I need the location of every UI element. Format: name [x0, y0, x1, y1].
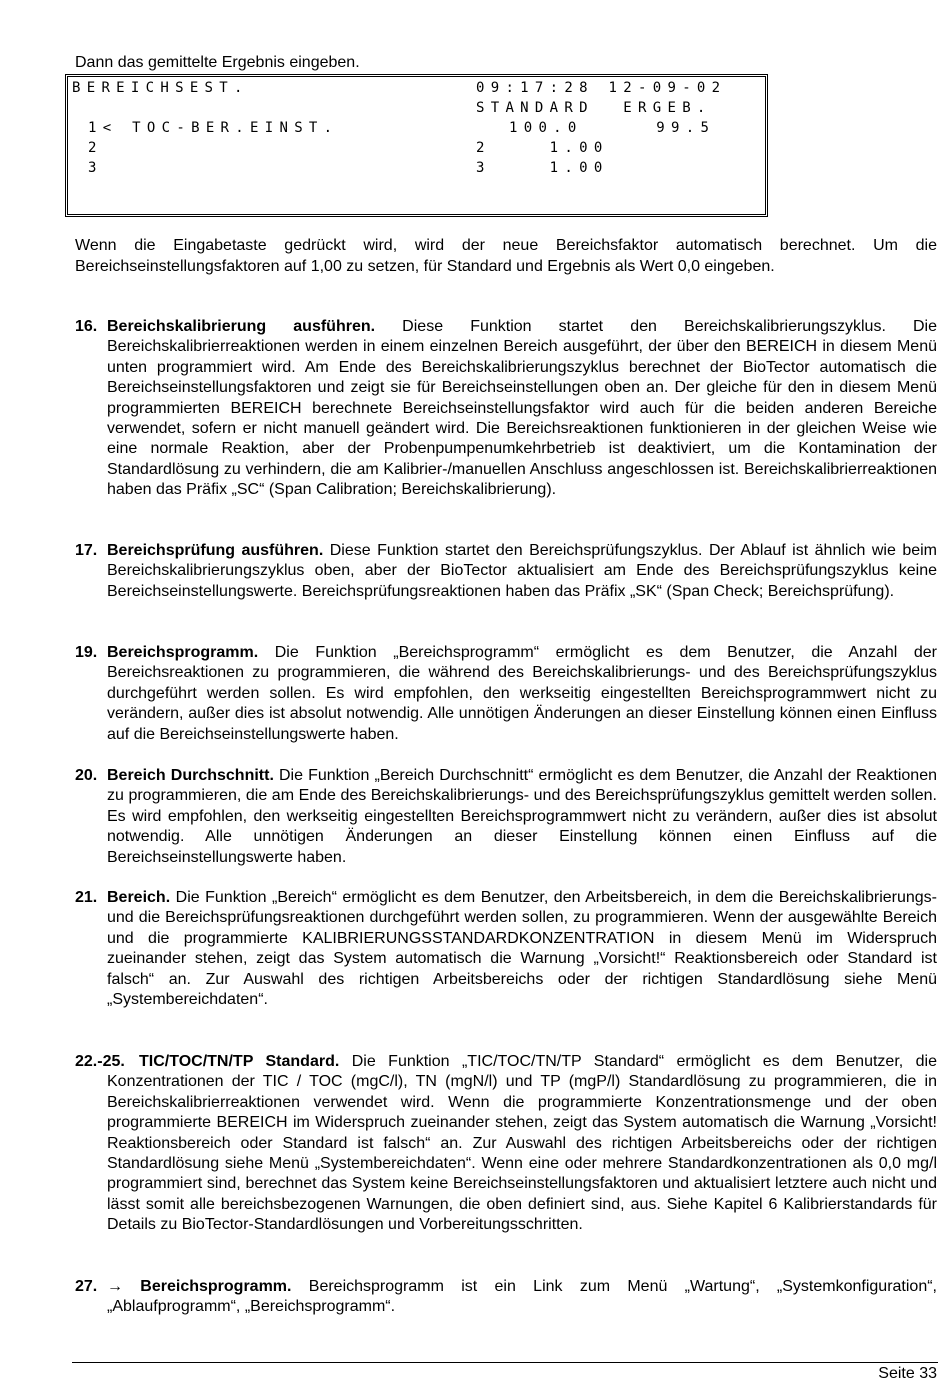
item-number: 22.-25. — [75, 1053, 125, 1070]
item-number: 27. — [75, 1278, 98, 1295]
explanation-paragraph: Wenn die Eingabetaste gedrückt wird, wird der neue Bereichsfaktor automatisch berechnet. Um die Bereichseinstellungsfaktoren auf 1,00 zu setzen, für Standard und Ergebnis als Wert 0,0 eingeben. — [75, 237, 937, 275]
list-item — [75, 643, 937, 745]
item-text: Die Funktion „Bereich“ ermöglicht es dem Benutzer, den Arbeitsbereich, in dem die Bereichskalibrierungs- und die Bereichsprüfungsreaktionen durchgeführt werden sollen, zu programmieren. Wenn der ausgewählte Bereich und die programmierte KALIBRIERUNGSSTANDARDKONZENTRATION in diesem Menü im Widerspruch zueinander stehen, zeigt das System automatisch die Warnung „Vorsicht!“ Reaktionsbereich oder Standard ist falsch“ an. Zur Auswahl des richtigen Arbeitsbereichs oder der richtigen Standardlösung siehe Menü „Systembereichdaten“. — [107, 889, 937, 1009]
item-text: Diese Funktion startet den Bereichskalibrierungszyklus. Die Bereichskalibrierreaktionen werden in einem einzelnen Bereich ausgeführt, der über den BEREICH in diesem Menü unten programmiert wird. Am Ende des Bereichskalibrierungszyklus berechnet der BioTector automatisch die Bereichseinstellungsfaktoren und zeigt sie für Bereichseinstellungen oben an. Der gleiche für den in diesem Menü programmierten BEREICH berechnete Bereichseinstellungsfaktor wird auch für die beiden anderen Bereiche verwendet, sofern er nicht manuell geändert wird. Die Bereichsreaktionen funktionieren in der gleichen Weise wie eine normale Reaktion, aber der Probenpumpenumkehrbetrieb ist deaktiviert, um die Kontamination der Standardlösung zu verhindern, die am Kalibrier-/manuellen Anschluss angeschlossen ist. Bereichskalibrierreaktionen haben das Präfix „SC“ (Span Calibration; Bereichskalibrierung). — [107, 318, 938, 499]
list-item — [75, 317, 937, 501]
item-number: 19. — [75, 644, 98, 661]
item-text: Die Funktion „TIC/TOC/TN/TP Standard“ ermöglicht es dem Benutzer, die Konzentrationen der TIC / TOC (mgC/l), TN (mgN/l) und TP (mgP/l) Standardlösung zu programmieren, die in Bereichskalibrierreaktionen verwendet wird. Wenn die programmierte Konzentrationsmenge und der oben programmierte BEREICH im Widerspruch zueinander stehen, zeigt das System automatisch die Warnung „Vorsicht! Reaktionsbereich oder Standard ist falsch“ an. Zur Auswahl des richtigen Arbeitsbereichs oder der richtigen Standardlösung siehe Menü „Systembereichdaten“. Wenn eine oder mehrere Standardkonzentrationen als 0,0 mg/l programmiert sind, berechnet das System keine Bereichseinstellungsfaktoren und aktualisiert letztere auch nicht und lässt somit alle bereichsbezogenen Warnungen, die oben definiert sind, aus. Siehe Kapitel 6 Kalibrierstandards für Details zu BioTector-Standardlösungen und Vorbereitungsschritten. — [107, 1053, 937, 1234]
page-number: Seite 33 — [878, 1365, 937, 1382]
display-screen — [65, 74, 768, 217]
item-title: Bereich Durchschnitt. — [107, 767, 274, 784]
item-title: → Bereichsprogramm. — [107, 1278, 292, 1295]
screen-title: BEREICHSEST. — [72, 80, 249, 96]
screen-datetime: 09:17:28 12-09-02 — [476, 80, 727, 96]
item-number: 16. — [75, 318, 98, 335]
item-title: Bereich. — [107, 889, 171, 906]
item-text: Die Funktion „Bereichsprogramm“ ermöglicht es dem Benutzer, die Anzahl der Bereichsreaktionen zu programmieren, die während des Bereichskalibrierungs- und des Bereichsprüfungszyklus durchgeführt werden sollen. Es wird empfohlen, den werkseitig eingestellten Bereichsprogrammwert nicht zu verändern, außer dies ist absolut notwendig. Alle unnötigen Änderungen an dieser Einstellung können einen Einfluss auf die Bereichseinstellungswerte haben. — [107, 644, 937, 743]
item-title: TIC/TOC/TN/TP Standard. — [139, 1053, 340, 1070]
item-text: Bereichsprogramm ist ein Link zum Menü „Wartung“, „Systemkonfiguration“, „Ablaufprogramm“, „Bereichsprogramm“. — [107, 1278, 937, 1316]
item-number: 20. — [75, 767, 98, 784]
list-item — [75, 541, 937, 602]
list-item — [75, 1052, 937, 1236]
item-title: Bereichskalibrierung ausführen. — [107, 318, 376, 335]
list-item — [75, 1277, 937, 1318]
item-title: Bereichsprogramm. — [107, 644, 259, 661]
item-title: Bereichsprüfung ausführen. — [107, 542, 324, 559]
screen-row-3-values: 3 1.00 — [476, 160, 609, 176]
screen-row-1-values: 100.0 99.5 — [509, 120, 716, 136]
item-text: Die Funktion „Bereich Durchschnitt“ ermöglicht es dem Benutzer, die Anzahl der Reaktionen zu programmieren, die am Ende des Bereichskalibrierungs- und des Bereichsprüfungszyklus gemittelt werden sollen. Es wird empfohlen, den werkseitig eingestellten Bereichsprogrammwert nicht zu verändern, außer dies ist absolut notwendig. Alle unnötigen Änderungen an dieser Einstellung können einen Einfluss auf die Bereichseinstellungswerte haben. — [107, 767, 938, 866]
screen-row-2-label: 2 — [88, 140, 103, 156]
item-text: Diese Funktion startet den Bereichsprüfungszyklus. Der Ablauf ist ähnlich wie beim Bereichskalibrierungszyklus oben, aber der BioTector aktualisiert am Ende des Bereichsprüfungszyklus keine Bereichseinstellungswerte. Bereichsprüfungsreaktionen haben das Präfix „SK“ (Span Check; Bereichsprüfung). — [107, 542, 937, 600]
screen-column-header: STANDARD ERGEB. — [476, 100, 712, 116]
list-item — [75, 766, 937, 868]
screen-row-1-label: 1< TOC-BER.EINST. — [88, 120, 339, 136]
footer-divider — [72, 1362, 938, 1363]
screen-row-2-values: 2 1.00 — [476, 140, 609, 156]
screen-row-3-label: 3 — [88, 160, 103, 176]
item-number: 17. — [75, 542, 98, 559]
list-item — [75, 888, 937, 1010]
intro-text: Dann das gemittelte Ergebnis eingeben. — [75, 54, 360, 71]
item-number: 21. — [75, 889, 98, 906]
